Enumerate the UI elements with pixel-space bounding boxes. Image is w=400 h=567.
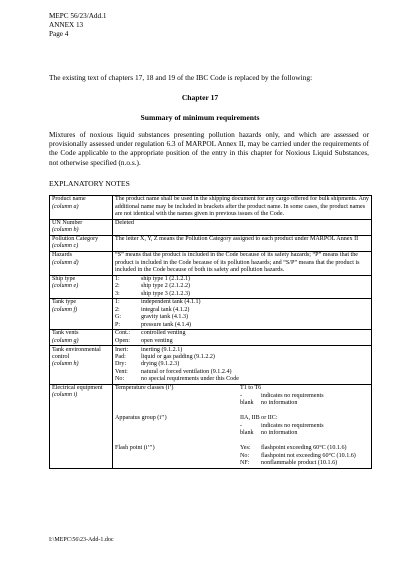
row-label: Electrical equipment (column i) bbox=[50, 384, 113, 468]
row-description bbox=[113, 346, 372, 384]
row-label: Product name (column a) bbox=[50, 196, 113, 220]
table-row bbox=[50, 275, 372, 299]
list-item: Inert: inerting (9.1.2.1) bbox=[115, 346, 183, 353]
list-item: 3: ship type 3 (2.1.2.3) bbox=[115, 290, 191, 297]
row-label: Tank environmental control (column h) bbox=[50, 346, 113, 384]
row-description bbox=[113, 384, 372, 468]
list-item: 2: integral tank (4.1.2) bbox=[115, 306, 190, 313]
table-row bbox=[50, 330, 372, 346]
summary-title: Summary of minimum requirements bbox=[140, 113, 260, 122]
explanatory-notes-heading: EXPLANATORY NOTES bbox=[49, 179, 130, 188]
list-item: Dry: drying (9.1.2.3) bbox=[115, 361, 180, 368]
doc-reference: MEPC 56/23/Add.1 bbox=[49, 12, 107, 20]
list-item: P: pressure tank (4.1.4) bbox=[115, 321, 192, 328]
row-description bbox=[113, 275, 372, 299]
table-row bbox=[50, 299, 372, 330]
row-description bbox=[113, 330, 372, 346]
row-label: Pollution Category (column c) bbox=[50, 235, 113, 251]
intro-text: The existing text of chapters 17, 18 and 19 of the IBC Code is replaced by the following: bbox=[49, 73, 313, 82]
chapter-title: Chapter 17 bbox=[181, 93, 219, 102]
table-row bbox=[50, 219, 372, 235]
list-item: Vent: natural or forced ventilation (9.1.2.4) bbox=[115, 368, 232, 375]
list-item: G: gravity tank (4.1.3) bbox=[115, 314, 189, 321]
table-row bbox=[50, 346, 372, 384]
file-path-footer: I:\MEPC\56\23-Add-1.doc bbox=[49, 537, 114, 543]
document-header bbox=[49, 12, 107, 39]
row-label: Ship type (column e) bbox=[50, 275, 113, 299]
page-number: Page 4 bbox=[49, 30, 69, 38]
list-item: 1: independent tank (4.1.1) bbox=[115, 299, 201, 306]
row-description: The product name shall be used in the shipping document for any cargo offered for bulk shipments. Any additional name may be included in brackets after the product name. In some cases, the product names are not identical with the names given in previous issues of the Code. bbox=[113, 196, 372, 220]
list-item: No: no special requirements under this Code bbox=[115, 376, 239, 383]
apparatus-group-label: Apparatus group (i’’) bbox=[115, 414, 167, 421]
row-label: Hazards (column d) bbox=[50, 251, 113, 275]
table-row bbox=[50, 235, 372, 251]
electrical-details: Temperature classes (i’) T1 to T6 - indicates no requirements blank no information Apparatus group (i’’) IIA, IIB or IIC: - indicates no requirements blank no information Flash point (i’’’) Yes: flashpoint exceeding 60°C (10.1.6) No: flashpoint not exceeding 60°C (10.1.6) NF: nonflammable product (10.1.6) bbox=[115, 384, 356, 467]
list-item: Cont.: controlled venting bbox=[115, 330, 186, 337]
intro-paragraph: Mixtures of noxious liquid substances presenting pollution hazards only, and which are assessed or provisionally assessed under regulation 6.3 of MARPOL Annex II, may be carried under the requirements of the Code applicable to the appropriate position of the entry in this chapter for Noxious Liquid Substances, not otherwise specified (n.o.s.). bbox=[49, 130, 369, 167]
row-description: “S” means that the product is included in the Code because of its safety hazards; “P” means that the product is included in the Code because of its pollution hazards; and “S/P” means that the product is included in the Code because of both its safety and pollution hazards. bbox=[113, 251, 372, 275]
annex-number: ANNEX 13 bbox=[49, 21, 84, 29]
apparatus-range: IIA, IIB or IIC: bbox=[240, 414, 278, 421]
table-row bbox=[50, 251, 372, 275]
list-item: 2: ship type 2 (2.1.2.2) bbox=[115, 283, 191, 290]
explanatory-notes-table bbox=[49, 195, 372, 469]
list-item: Open: open venting bbox=[115, 337, 173, 344]
row-label: Tank vents (column g) bbox=[50, 330, 113, 346]
table-row bbox=[50, 196, 372, 220]
temperature-classes-label: Temperature classes (i’) bbox=[115, 384, 174, 391]
row-label: UN Number (column b) bbox=[50, 219, 113, 235]
temperature-range: T1 to T6 bbox=[240, 384, 262, 391]
row-description: Deleted bbox=[113, 219, 372, 235]
row-label: Tank type (column f) bbox=[50, 299, 113, 330]
flash-point-label: Flash point (i’’’) bbox=[115, 444, 155, 451]
list-item: 1: ship type 1 (2.1.2.1) bbox=[115, 275, 191, 282]
row-description: The letter X, Y, Z means the Pollution Category assigned to each product under MARPOL Annex II bbox=[113, 235, 372, 251]
list-item: Pad: liquid or gas padding (9.1.2.2) bbox=[115, 353, 215, 360]
row-description bbox=[113, 299, 372, 330]
table-row bbox=[50, 384, 372, 468]
